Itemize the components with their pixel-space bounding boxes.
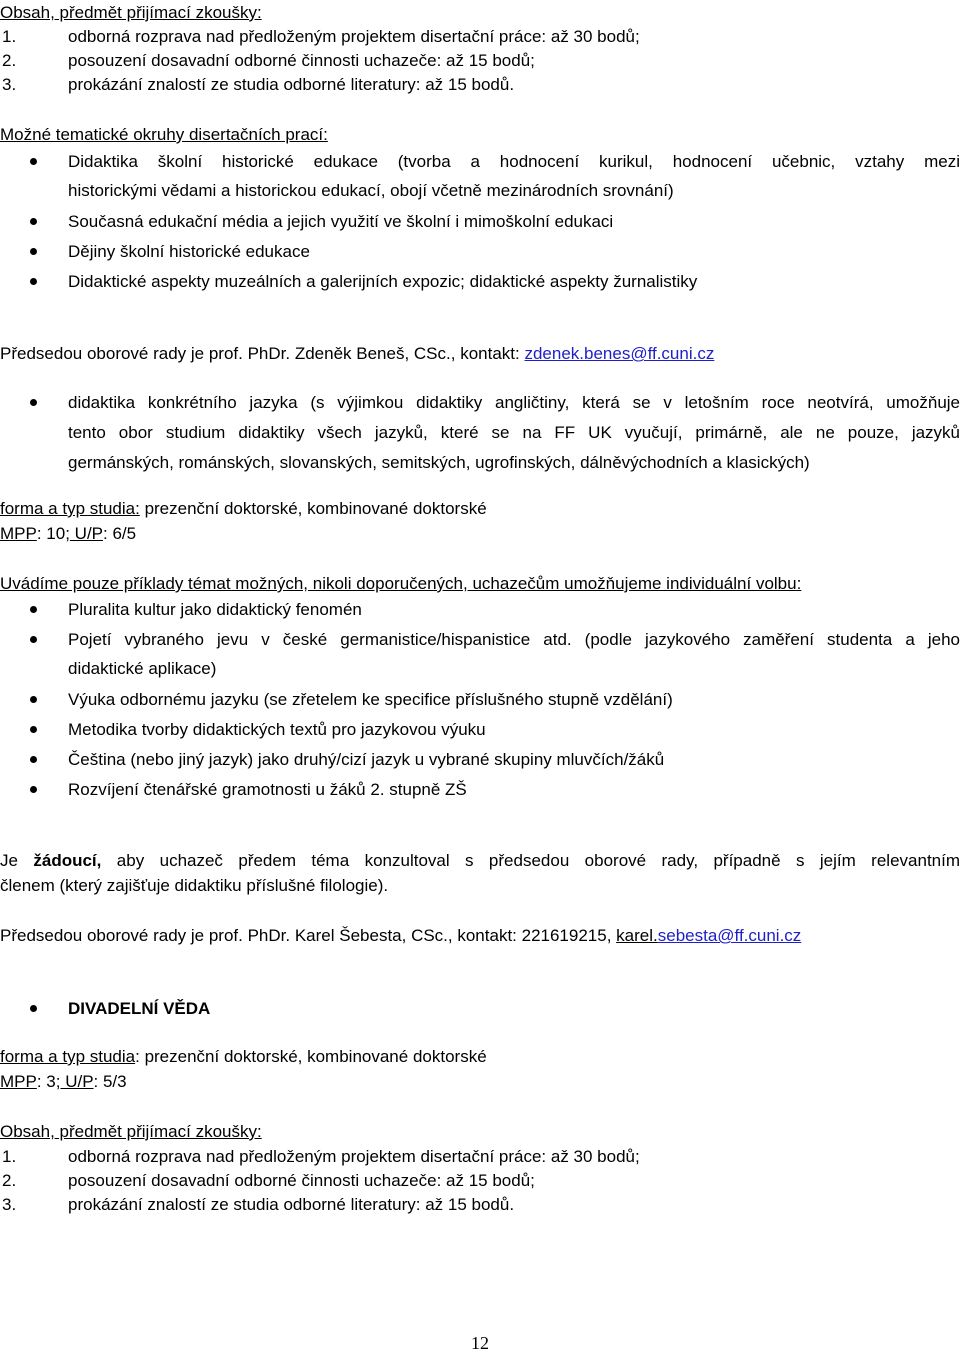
mpp-up	[0, 523, 136, 545]
bullet-icon	[30, 399, 37, 406]
study-form-value: : prezenční doktorské, kombinované doktorské	[135, 1047, 487, 1066]
bullet-icon	[30, 1005, 37, 1012]
note-emphasis: žádoucí,	[33, 851, 102, 870]
item-text: prokázání znalostí ze studia odborné literatury: až 15 bodů.	[68, 1195, 515, 1214]
topic-item: Dějiny školní historické edukace	[68, 242, 310, 261]
bullet-icon	[30, 636, 37, 643]
study-form	[0, 498, 487, 520]
chair-text: Předsedou oborové rady je prof. PhDr. Zdeněk Beneš, CSc., kontakt:	[0, 344, 525, 363]
up-label: U/P	[60, 1072, 94, 1091]
item-text: posouzení dosavadní odborné činnosti uchazeče: až 15 bodů;	[68, 51, 535, 70]
example-item: Rozvíjení čtenářské gramotnosti u žáků 2. stupně ZŠ	[68, 780, 467, 799]
chair-contact	[0, 925, 801, 947]
study-form-value: prezenční doktorské, kombinované doktorské	[139, 499, 487, 518]
page-number: 12	[471, 1333, 489, 1353]
email-link-part[interactable]: karel.	[616, 926, 658, 945]
program-title: DIVADELNÍ VĚDA	[68, 999, 211, 1018]
up-label: U/P	[69, 524, 103, 543]
item-text: posouzení dosavadní odborné činnosti uchazeče: až 15 bodů;	[68, 1171, 535, 1190]
email-link[interactable]: zdenek.benes@ff.cuni.cz	[524, 344, 715, 363]
examples-heading: Uvádíme pouze příklady témat možných, nikoli doporučených, uchazečům umožňujeme individuální volbu:	[0, 574, 802, 593]
bullet-icon	[30, 606, 37, 613]
topics-heading: Možné tematické okruhy disertačních prací:	[0, 125, 328, 144]
item-number: 1.	[2, 27, 17, 46]
topic-item: Současná edukační média a jejich využití ve školní i mimoškolní edukaci	[68, 212, 614, 231]
note-text: Je	[0, 851, 34, 870]
study-form	[0, 1046, 487, 1068]
up-value: : 6/5	[103, 524, 137, 543]
chair-text: Předsedou oborové rady je prof. PhDr. Karel Šebesta, CSc., kontakt: 221619215,	[0, 926, 617, 945]
language-line: germánských, románských, slovanských, semitských, ugrofinských, dálněvýchodních a klasických)	[68, 453, 810, 472]
note-text: aby uchazeč předem téma konzultoval s předsedou oborové rady, případně s jejím relevantním	[101, 851, 960, 870]
mpp-up	[0, 1071, 127, 1093]
language-line: tento obor studium didaktiky všech jazyků, které se na FF UK vyučují, primárně, ale ne pouze, jazyků	[68, 423, 960, 442]
bullet-icon	[30, 786, 37, 793]
item-number: 2.	[2, 51, 17, 70]
example-item: Čeština (nebo jiný jazyk) jako druhý/cizí jazyk u vybrané skupiny mluvčích/žáků	[68, 750, 665, 769]
item-text: odborná rozprava nad předloženým projektem disertační práce: až 30 bodů;	[68, 27, 640, 46]
example-item: Pluralita kultur jako didaktický fenomén	[68, 600, 362, 619]
study-form-label: forma a typ studia	[0, 1047, 136, 1066]
item-number: 1.	[2, 1147, 17, 1166]
exam-content-heading: Obsah, předmět přijímací zkoušky:	[0, 3, 262, 22]
item-text: prokázání znalostí ze studia odborné literatury: až 15 bodů.	[68, 75, 515, 94]
bullet-icon	[30, 696, 37, 703]
mpp-label: MPP	[0, 1072, 37, 1091]
bullet-icon	[30, 158, 37, 165]
item-number: 2.	[2, 1171, 17, 1190]
example-item: Výuka odbornému jazyku (se zřetelem ke specifice příslušného stupně vzdělání)	[68, 690, 673, 709]
bullet-icon	[30, 726, 37, 733]
email-link[interactable]: sebesta@ff.cuni.cz	[657, 926, 802, 945]
consultation-note-line	[0, 850, 960, 872]
language-line: didaktika konkrétního jazyka (s výjimkou didaktiky angličtiny, která se v letošním roce neotvírá, umožňuje	[68, 393, 960, 412]
chair-contact	[0, 343, 714, 365]
bullet-icon	[30, 278, 37, 285]
mpp-value: : 3;	[36, 1072, 61, 1091]
mpp-value: : 10;	[36, 524, 70, 543]
example-item-line: Pojetí vybraného jevu v české germanistice/hispanistice atd. (podle jazykového zaměření studenta a jeho	[68, 630, 960, 649]
mpp-label: MPP	[0, 524, 37, 543]
study-form-label: forma a typ studia:	[0, 499, 140, 518]
up-value: : 5/3	[93, 1072, 127, 1091]
bullet-icon	[30, 248, 37, 255]
example-item: Metodika tvorby didaktických textů pro jazykovou výuku	[68, 720, 486, 739]
topic-item: Didaktické aspekty muzeálních a galerijních expozic; didaktické aspekty žurnalistiky	[68, 272, 698, 291]
exam-content-heading: Obsah, předmět přijímací zkoušky:	[0, 1122, 262, 1141]
bullet-icon	[30, 218, 37, 225]
item-number: 3.	[2, 75, 17, 94]
consultation-note-line: členem (který zajišťuje didaktiku příslušné filologie).	[0, 876, 389, 895]
item-number: 3.	[2, 1195, 17, 1214]
topic-item-line: historickými vědami a historickou edukací, obojí včetně mezinárodních srovnání)	[68, 181, 674, 200]
topic-item-line: Didaktika školní historické edukace (tvorba a hodnocení kurikul, hodnocení učebnic, vztahy mezi	[68, 152, 960, 171]
bullet-icon	[30, 756, 37, 763]
example-item-line: didaktické aplikace)	[68, 659, 217, 678]
item-text: odborná rozprava nad předloženým projektem disertační práce: až 30 bodů;	[68, 1147, 640, 1166]
